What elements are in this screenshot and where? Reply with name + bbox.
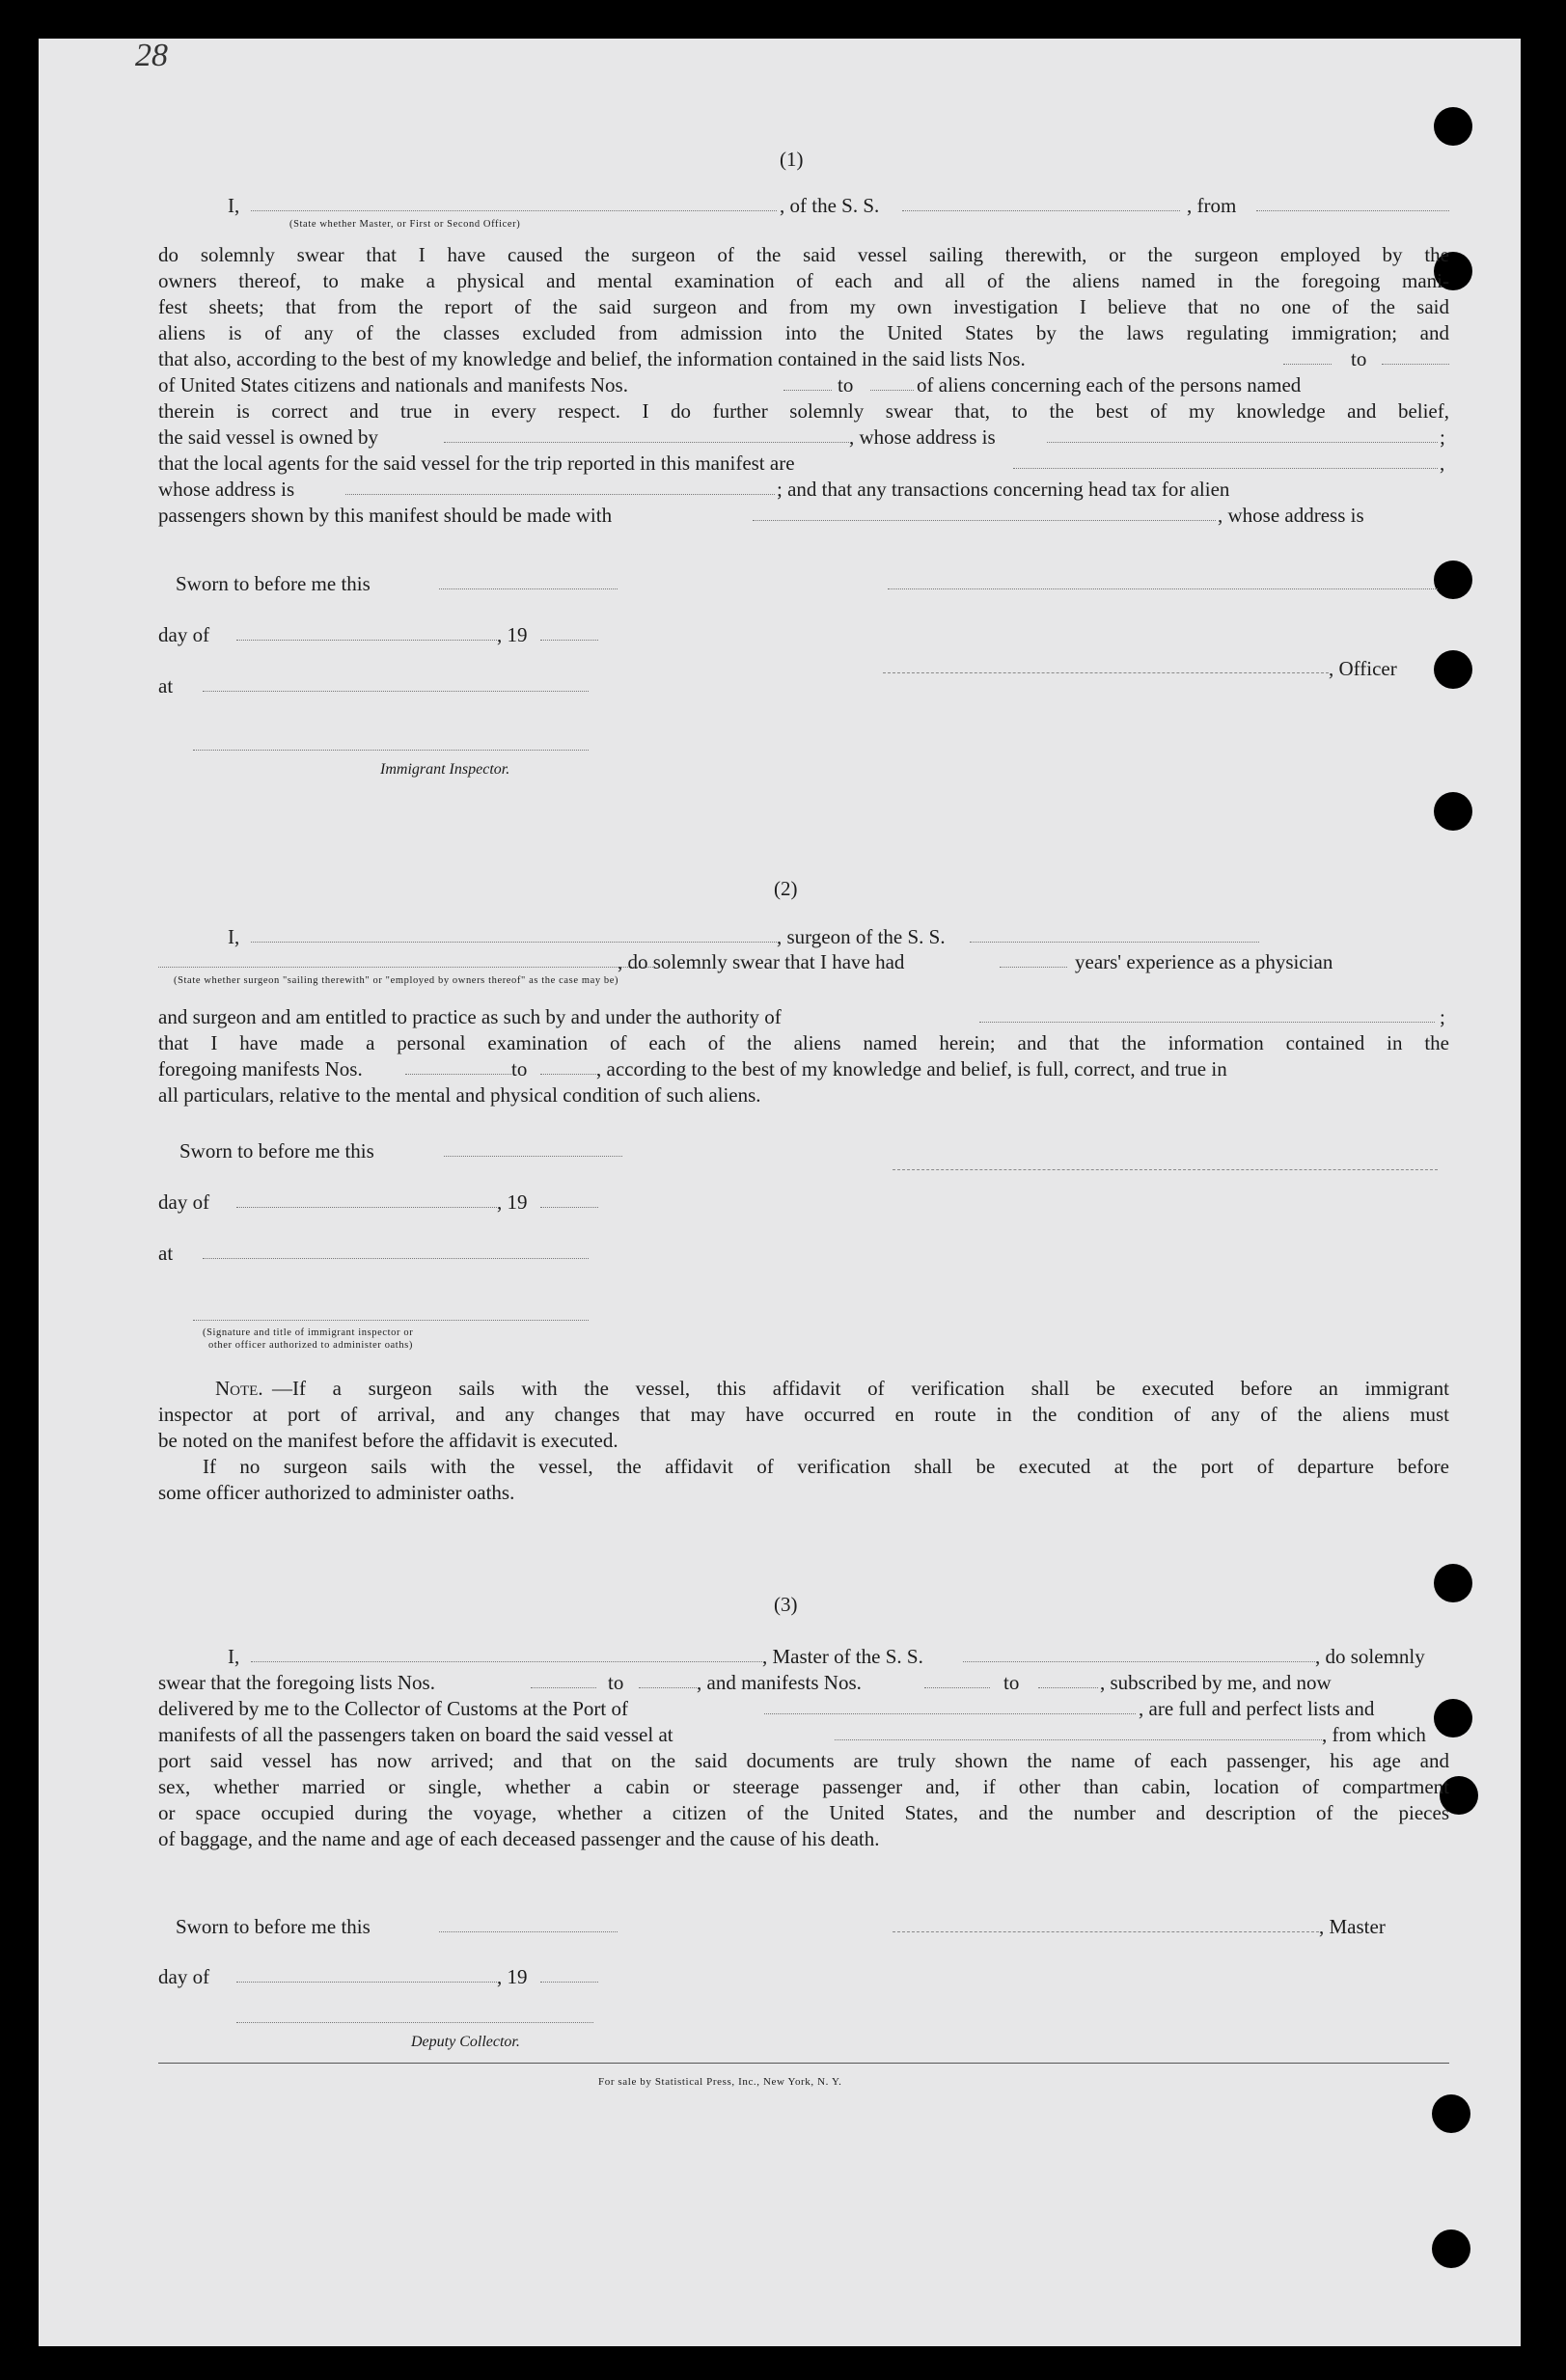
signature-caption: (Signature and title of immigrant inspector or [203,1327,414,1338]
years-label: years' experience as a physician [1075,950,1333,973]
master-label: , Master of the S. S. [762,1645,923,1668]
punctuation: ; [1440,425,1445,449]
agents-address-blank[interactable] [345,494,775,495]
head-tax-label: passengers shown by this manifest should be made with [158,504,613,527]
manifest-to-blank[interactable] [870,390,914,391]
oath-text-line: that I have made a personal examination of each of the aliens named herein; and that the information contained in the [158,1031,1449,1054]
corner-mark: 28 [135,38,168,73]
to-label: to [511,1057,528,1081]
at-label: at [158,1242,174,1265]
oath-text-line: sex, whether married or single, whether a cabin or steerage passenger and, if other than cabin, location of compartment [158,1775,1449,1798]
list-to-blank[interactable] [639,1687,697,1688]
oath-text-line: of baggage, and the name and age of each deceased passenger and the cause of his death. [158,1827,880,1850]
list-to-blank[interactable] [1382,364,1449,365]
vessel-name-blank[interactable] [963,1661,1315,1662]
jurat-label: Sworn to before me this [176,572,371,595]
punctuation: ; [1440,1005,1445,1028]
manifests-label: , and manifests Nos. [697,1671,862,1694]
vessel-name-blank[interactable] [970,942,1259,943]
note-text-line: be noted on the manifest before the affidavit is executed. [158,1429,618,1452]
oath-pronoun: I, [228,1645,240,1668]
oath-text-line: aliens is of any of the classes excluded from admission into the United States by the laws regulating immigration; and [158,321,1449,344]
officer-signature-blank[interactable] [888,588,1438,589]
lists-label: swear that the foregoing lists Nos. [158,1671,435,1694]
form-sheet [39,39,1521,2346]
punch-hole [1434,561,1472,599]
oath-text-line: , from which [1322,1723,1426,1746]
day-month-blank[interactable] [236,1207,497,1208]
surgeon-name-blank[interactable] [251,942,777,943]
to-label: to [1003,1671,1020,1694]
from-label: , from [1187,194,1237,217]
address-label: , whose address is [1218,504,1364,527]
oath-pronoun: I, [228,925,240,948]
port-blank[interactable] [764,1713,1136,1714]
oath-text-line: therein is correct and true in every respect. I do further solemnly swear that, to the best of my knowledge and belief, [158,399,1449,423]
authority-label: and surgeon and am entitled to practice as such by and under the authority of [158,1005,782,1028]
note-text-line: —If a surgeon sails with the vessel, this affidavit of verification shall be executed before an immigrant [272,1377,1449,1400]
to-label: to [1351,347,1367,370]
years-blank[interactable] [1000,967,1067,968]
manifests-label: foregoing manifests Nos. [158,1057,363,1081]
note-text-line: If no surgeon sails with the vessel, the affidavit of verification shall be executed at the port of departure before [203,1455,1449,1478]
manifest-to-blank[interactable] [1038,1687,1098,1688]
list-from-blank[interactable] [1283,364,1332,365]
punch-hole [1434,107,1472,146]
punctuation: , [1440,451,1445,475]
oath-text-line: , subscribed by me, and now [1100,1671,1332,1694]
master-signature-line[interactable] [893,1931,1319,1932]
departure-port-blank[interactable] [1256,210,1449,211]
section-number: (2) [774,877,798,900]
oath-text-line: all particulars, relative to the mental and physical condition of such aliens. [158,1083,761,1107]
master-sig-label: , Master [1319,1915,1386,1938]
officer-rank-note: (State whether Master, or First or Second Officer) [289,219,521,230]
jurat-date-blank[interactable] [444,1156,622,1157]
place-blank[interactable] [203,1258,589,1259]
punch-hole [1434,1699,1472,1737]
manifest-to-blank[interactable] [540,1074,598,1075]
to-label: to [838,373,854,397]
master-name-blank[interactable] [251,1661,762,1662]
collector-caption: Deputy Collector. [411,2034,520,2050]
signature-caption: other officer authorized to administer oaths) [208,1340,413,1351]
year-label: , 19 [497,1965,528,1988]
year-blank[interactable] [540,1207,598,1208]
year-blank[interactable] [540,1982,598,1983]
day-month-blank[interactable] [236,1982,497,1983]
oath-text-line: or space occupied during the voyage, whether a citizen of the United States, and the number and description of the pieces [158,1801,1449,1824]
surgeon-status-note: (State whether surgeon "sailing therewith" or "employed by owners thereof" as the case may be) [174,975,619,986]
inspector-signature-blank[interactable] [193,750,589,751]
manifest-from-blank[interactable] [783,390,832,391]
owner-blank[interactable] [444,442,849,443]
oath-text-line: , are full and perfect lists and [1139,1697,1375,1720]
jurat-label: Sworn to before me this [176,1915,371,1938]
note-heading [215,1376,263,1401]
oath-text-line: owners thereof, to make a physical and mental examination of each and all of the aliens named in the foregoing mani- [158,269,1449,292]
embark-port-blank[interactable] [835,1739,1322,1740]
jurat-label: Sworn to before me this [179,1139,374,1163]
punch-hole [1432,2230,1470,2268]
oath-text-line: ; and that any transactions concerning head tax for alien [777,478,1230,501]
officer-name-blank[interactable] [251,210,777,211]
embark-label: manifests of all the passengers taken on board the said vessel at [158,1723,673,1746]
to-label: to [608,1671,624,1694]
address-label: , whose address is [849,425,996,449]
vessel-name-blank[interactable] [902,210,1180,211]
oath-text-line: , according to the best of my knowledge and belief, is full, correct, and true in [596,1057,1227,1081]
agents-label: that the local agents for the said vessel for the trip reported in this manifest are [158,451,795,475]
local-agents-blank[interactable] [1013,468,1438,469]
surgeon-signature-line[interactable] [893,1169,1438,1170]
footer-rule [158,2063,1449,2064]
port-label: delivered by me to the Collector of Customs at the Port of [158,1697,628,1720]
officer-label: , Officer [1329,657,1397,680]
day-label: day of [158,1965,210,1988]
owner-label: the said vessel is owned by [158,425,379,449]
section-number: (1) [780,148,804,171]
printer-imprint: For sale by Statistical Press, Inc., New York, N. Y. [598,2076,842,2088]
manifest-from-blank[interactable] [405,1074,511,1075]
oath-text-line: port said vessel has now arrived; and that on the said documents are truly shown the name of each passenger, his age and [158,1749,1449,1772]
punch-hole [1434,1564,1472,1602]
at-label: at [158,674,174,698]
collector-signature-blank[interactable] [236,2022,593,2023]
inspector-caption: Immigrant Inspector. [380,761,510,778]
section-number: (3) [774,1593,798,1616]
list-from-blank[interactable] [531,1687,596,1688]
day-label: day of [158,623,210,646]
year-label: , 19 [497,623,528,646]
inspector-signature-blank[interactable] [193,1320,589,1321]
day-label: day of [158,1190,210,1214]
vessel-label: , of the S. S. [780,194,880,217]
officer-signature-line[interactable] [883,672,1329,673]
note-text-line: inspector at port of arrival, and any changes that may have occurred en route in the condition of any of the aliens must [158,1403,1449,1426]
punch-hole [1434,650,1472,689]
jurat-date-blank[interactable] [439,588,618,589]
oath-text-line: that also, according to the best of my knowledge and belief, the information contained in the said lists Nos. [158,347,1026,370]
swear-label: , do solemnly swear that I have had [618,950,905,973]
manifest-from-blank[interactable] [924,1687,990,1688]
jurat-date-blank[interactable] [439,1931,618,1932]
authority-blank[interactable] [979,1022,1435,1023]
owner-address-blank[interactable] [1047,442,1438,443]
oath-text-line: of United States citizens and nationals and manifests Nos. [158,373,628,397]
day-month-blank[interactable] [236,640,497,641]
oath-pronoun: I, [228,194,240,217]
surgeon-status-blank[interactable] [158,967,655,968]
oath-text-line: of aliens concerning each of the persons named [917,373,1302,397]
place-blank[interactable] [203,691,589,692]
note-text-line: some officer authorized to administer oaths. [158,1481,515,1504]
oath-text-line: fest sheets; that from the report of the said surgeon and from my own investigation I believe that no one of the said [158,295,1449,318]
punch-hole [1432,2094,1470,2133]
year-label: , 19 [497,1190,528,1214]
address-label: whose address is [158,478,295,501]
head-tax-party-blank[interactable] [753,520,1216,521]
punch-hole [1434,792,1472,831]
surgeon-label: , surgeon of the S. S. [777,925,946,948]
oath-text-line: do solemnly swear that I have caused the surgeon of the said vessel sailing therewith, or the surgeon employed by the [158,243,1449,266]
note-label: Note. [215,1377,263,1400]
oath-text-line: , do solemnly [1315,1645,1425,1668]
year-blank[interactable] [540,640,598,641]
